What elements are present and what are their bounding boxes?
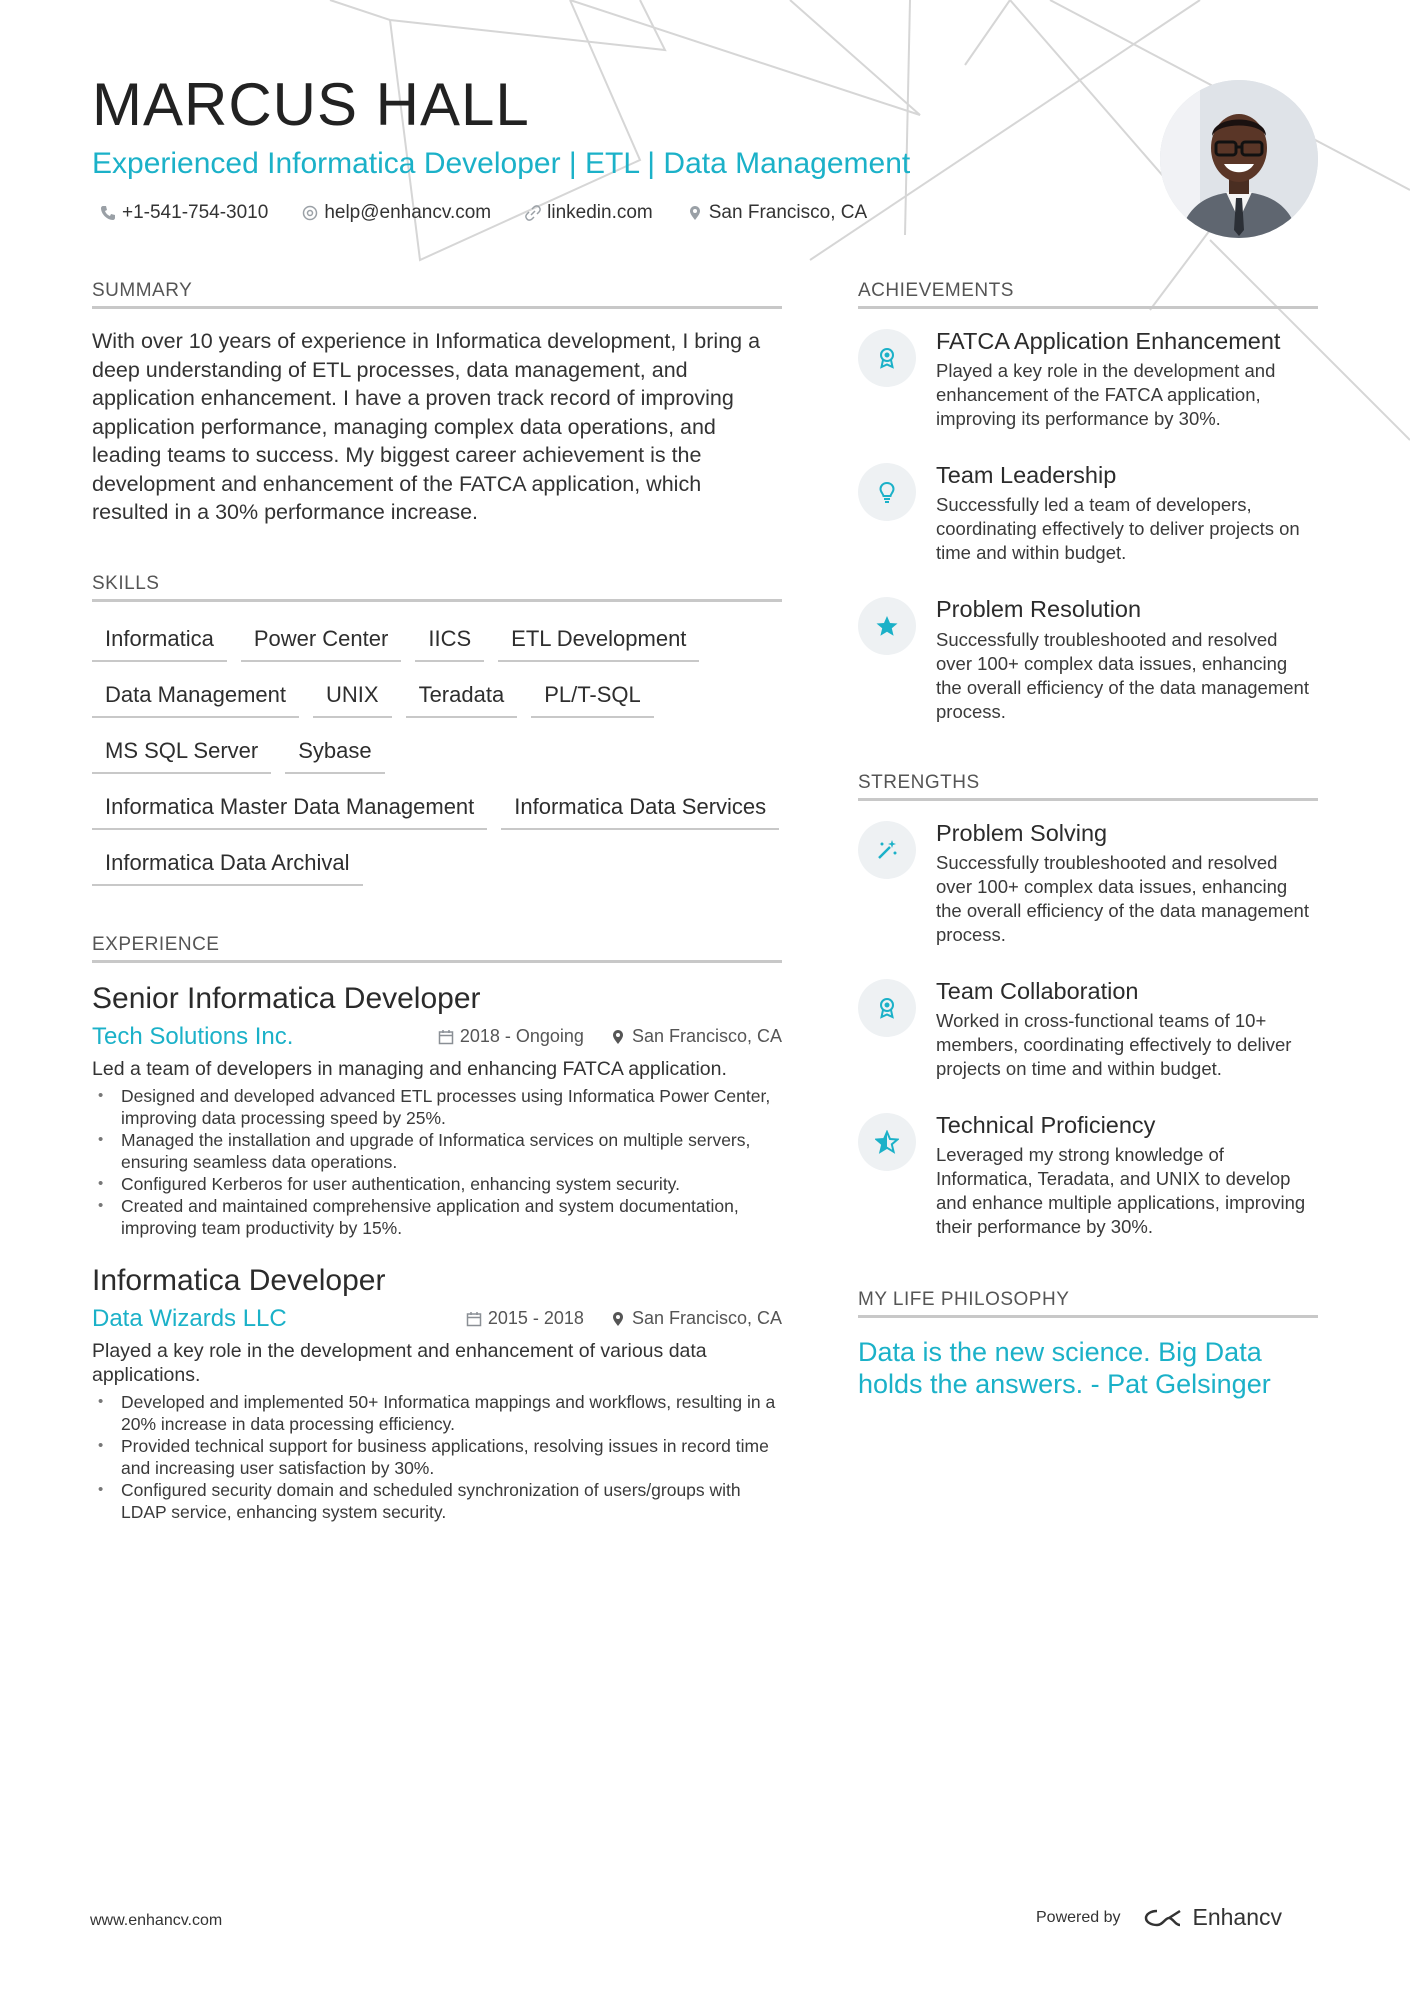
achievement-title: Problem Resolution [936, 596, 1142, 623]
footer-website[interactable]: www.enhancv.com [90, 1912, 223, 1929]
star-icon [858, 597, 916, 655]
skill-tag: Sybase [285, 732, 384, 774]
list-item: • Created and maintained comprehensive application and system documentation, improving team productivity by 15%. [92, 1195, 782, 1239]
contact-email[interactable] [302, 202, 491, 224]
summary-text: With over 10 years of experience in Informatica development, I bring a deep understanding of ETL processes, data management, and application enhancement. I have a proven track record of improving application performance, managing complex data operations, and leading teams to success. My biggest career achievement is the development and enhancement of the FATCA application, which resulted in a 30% performance increase. [92, 329, 761, 524]
job-meta [466, 1308, 782, 1329]
skill-tag: ETL Development [498, 620, 699, 662]
achievement-title: Team Leadership [936, 462, 1117, 489]
email-text: help@enhancv.com [324, 202, 492, 223]
brand-logo[interactable] [1143, 1904, 1283, 1931]
location-pin-icon [610, 1029, 626, 1045]
job-title: Informatica Developer [92, 1263, 386, 1297]
wand-icon [858, 821, 916, 879]
location-pin-icon [610, 1311, 626, 1327]
strength-text: Worked in cross-functional teams of 10+ members, coordinating effectively to deliver projects on time and within budget. [936, 1009, 1292, 1079]
strength-title: Team Collaboration [936, 977, 1139, 1004]
right-column [858, 280, 1318, 1400]
achievement-item [858, 595, 1318, 723]
lightbulb-icon [858, 463, 916, 521]
linkedin-text: linkedin.com [547, 202, 653, 223]
candidate-title: Experienced Informatica Developer | ETL | Data Management [92, 147, 911, 180]
skill-tag: MS SQL Server [92, 732, 271, 774]
job-location-text: San Francisco, CA [631, 1026, 782, 1046]
skill-tag: Teradata [406, 676, 518, 718]
award-icon [858, 979, 916, 1037]
list-item: • Developed and implemented 50+ Informatica mappings and workflows, resulting in a 20% increase in data processing efficiency. [92, 1391, 782, 1435]
job-dates [466, 1308, 584, 1329]
company-name: Tech Solutions Inc. [92, 1022, 294, 1050]
location-text: San Francisco, CA [708, 202, 868, 223]
calendar-icon [466, 1311, 482, 1327]
experience-heading: EXPERIENCE [92, 934, 782, 963]
achievement-text: Successfully troubleshooted and resolved over 100+ complex data issues, enhancing the overall efficiency of the data management process. [936, 628, 1309, 722]
job-location-text: San Francisco, CA [631, 1308, 782, 1328]
company-name: Data Wizards LLC [92, 1304, 287, 1332]
phone-icon [100, 205, 116, 221]
achievement-item [858, 461, 1318, 565]
skill-tag: IICS [415, 620, 484, 662]
job-entry [92, 981, 782, 1239]
job-description: Played a key role in the development and enhancement of various data applications. [92, 1339, 707, 1386]
skill-tag: Informatica Data Archival [92, 844, 363, 886]
skill-tag: Informatica Master Data Management [92, 788, 487, 830]
strength-title: Problem Solving [936, 819, 1108, 846]
achievement-text: Successfully led a team of developers, coordinating effectively to deliver projects on time and within budget. [936, 494, 1300, 564]
strength-item [858, 819, 1318, 947]
list-item: • Managed the installation and upgrade of Informatica services on multiple servers, ensuring seamless data operations. [92, 1129, 782, 1173]
job-bullets [92, 1085, 782, 1239]
job-location [610, 1308, 782, 1329]
achievement-title: FATCA Application Enhancement [936, 328, 1281, 354]
list-item: • Configured security domain and scheduled synchronization of users/groups with LDAP service, enhancing system security. [92, 1479, 782, 1523]
achievement-item [858, 327, 1318, 431]
location-pin-icon [687, 205, 703, 221]
list-item: • Designed and developed advanced ETL processes using Informatica Power Center, improving data processing speed by 25%. [92, 1085, 782, 1129]
job-meta-row [92, 1305, 782, 1333]
at-icon [302, 205, 318, 221]
phone-text: +1-541-754-3010 [122, 202, 269, 223]
job-title: Senior Informatica Developer [92, 981, 481, 1015]
avatar-illustration [1160, 80, 1318, 238]
strengths-heading: STRENGTHS [858, 772, 1318, 801]
philosophy-quote: Data is the new science. Big Data holds the answers. - Pat Gelsinger [858, 1337, 1271, 1400]
job-dates-text: 2018 - Ongoing [459, 1026, 584, 1046]
job-description: Led a team of developers in managing and enhancing FATCA application. [92, 1057, 727, 1080]
brand-name: Enhancv [1192, 1904, 1283, 1930]
job-location [610, 1026, 782, 1047]
job-meta [438, 1026, 782, 1047]
skill-tag: Power Center [241, 620, 402, 662]
job-bullets [92, 1391, 782, 1523]
left-column [92, 280, 782, 1547]
summary-heading: SUMMARY [92, 280, 782, 309]
strength-item [858, 1111, 1318, 1239]
skills-list [92, 620, 792, 886]
award-icon [858, 329, 916, 387]
link-icon [525, 205, 541, 221]
calendar-icon [438, 1029, 454, 1045]
contact-linkedin[interactable] [525, 202, 653, 224]
resume-header [92, 72, 1152, 224]
skills-heading: SKILLS [92, 573, 782, 602]
candidate-name: MARCUS HALL [92, 71, 530, 138]
job-meta-row [92, 1023, 782, 1051]
star-outline-icon [858, 1113, 916, 1171]
skill-tag: Informatica Data Services [501, 788, 779, 830]
job-entry [92, 1263, 782, 1523]
profile-photo [1160, 80, 1318, 238]
strength-text: Successfully troubleshooted and resolved over 100+ complex data issues, enhancing the overall efficiency of the data management process. [936, 851, 1309, 945]
contact-location [687, 202, 867, 224]
achievement-text: Played a key role in the development and enhancement of the FATCA application, improving its performance by 30%. [936, 360, 1276, 430]
skill-tag: UNIX [313, 676, 392, 718]
footer-branding [1036, 1904, 1282, 1931]
enhancv-logo-icon [1143, 1907, 1183, 1929]
achievements-heading: ACHIEVEMENTS [858, 280, 1318, 309]
strength-item [858, 977, 1318, 1081]
list-item: • Provided technical support for business applications, resolving issues in record time and increasing user satisfaction by 30%. [92, 1435, 782, 1479]
skill-tag: PL/T-SQL [531, 676, 654, 718]
skill-tag: Informatica [92, 620, 227, 662]
job-dates-text: 2015 - 2018 [487, 1308, 584, 1328]
list-item: • Configured Kerberos for user authentication, enhancing system security. [92, 1173, 782, 1195]
philosophy-heading: MY LIFE PHILOSOPHY [858, 1289, 1318, 1318]
skill-tag: Data Management [92, 676, 299, 718]
powered-by-label: Powered by [1036, 1908, 1121, 1926]
strength-text: Leveraged my strong knowledge of Informatica, Teradata, and UNIX to develop and enhance multiple applications, improving their performance by 30%. [936, 1144, 1306, 1238]
contact-phone[interactable] [100, 202, 268, 224]
job-dates [438, 1026, 584, 1047]
contact-row [92, 202, 1152, 224]
strength-title: Technical Proficiency [936, 1111, 1156, 1138]
